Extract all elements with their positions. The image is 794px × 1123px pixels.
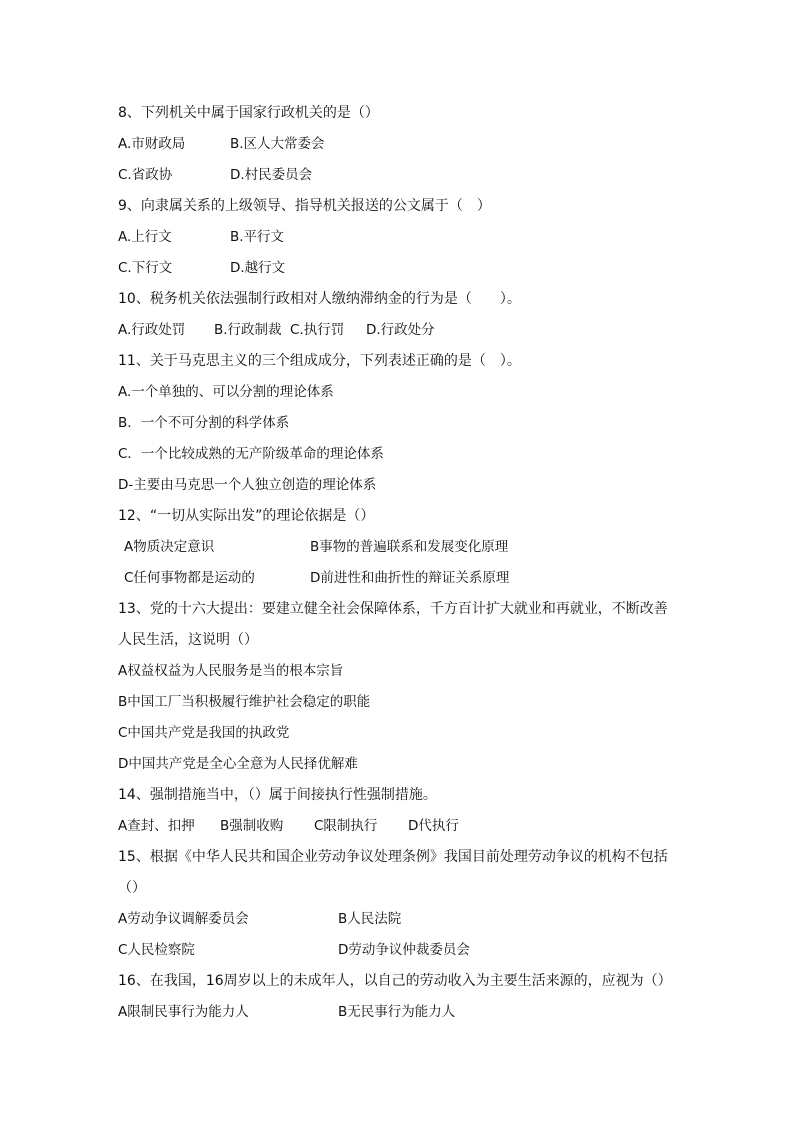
option-d: D劳动争议仲裁委员会 [338, 942, 470, 958]
question-12-options-row-2 [118, 566, 678, 597]
question-10-options-row [118, 318, 678, 349]
option-c: C.省政协 [118, 167, 173, 183]
option-b: B.行政制裁 [214, 322, 282, 338]
option-a: A权益权益为人民服务是当的根本宗旨 [118, 663, 344, 679]
option-a: A物质决定意识 [124, 539, 215, 555]
question-12-stem: 12、“一切从实际出发”的理论依据是（） [118, 508, 375, 524]
question-8-options-row-2 [118, 163, 678, 194]
question-10-stem: 10、税务机关依法强制行政相对人缴纳滞纳金的行为是（ ）。 [118, 291, 521, 307]
question-9-options-row-2 [118, 256, 678, 287]
question-8-options-row-1 [118, 132, 678, 163]
question-15-stem-continued: （） [118, 880, 146, 896]
question-9-options-row-1 [118, 225, 678, 256]
option-c: C人民检察院 [118, 942, 195, 958]
option-d: D前进性和曲折性的辩证关系原理 [310, 570, 510, 586]
option-d: D.越行文 [230, 260, 286, 276]
option-c: C．一个比较成熟的无产阶级革命的理论体系 [118, 446, 384, 462]
option-d: D.村民委员会 [230, 167, 313, 183]
option-d: D中国共产党是全心全意为人民择优解难 [118, 756, 358, 772]
option-c: C限制执行 [314, 818, 378, 834]
question-15-stem: 15、根据《中华人民共和国企业劳动争议处理条例》我国目前处理劳动争议的机构不包括 [118, 849, 668, 865]
option-a: A查封、扣押 [118, 818, 195, 834]
question-11-stem: 11、关于马克思主义的三个组成成分，下列表述正确的是（ ）。 [118, 353, 521, 369]
option-d: D-主要由马克思一个人独立创造的理论体系 [118, 477, 377, 493]
option-a: A.行政处罚 [118, 322, 186, 338]
question-16-options-row [118, 1000, 678, 1031]
question-14-options-row [118, 814, 678, 845]
option-c: C任何事物都是运动的 [124, 570, 255, 586]
option-a: A限制民事行为能力人 [118, 1004, 249, 1020]
question-15-options-row-1 [118, 907, 678, 938]
question-9-stem: 9、向隶属关系的上级领导、指导机关报送的公文属于（ ） [118, 198, 491, 214]
document-page [118, 101, 678, 1031]
option-b: B中国工厂当积极履行维护社会稳定的职能 [118, 694, 371, 710]
option-d: D代执行 [408, 818, 459, 834]
option-a: A.一个单独的、可以分割的理论体系 [118, 384, 334, 400]
option-b: B．一个不可分割的科学体系 [118, 415, 290, 431]
question-12-options-row-1 [118, 535, 678, 566]
option-c: C中国共产党是我国的执政党 [118, 725, 290, 741]
option-b: B人民法院 [338, 911, 402, 927]
option-a: A.上行文 [118, 229, 172, 245]
option-a: A劳动争议调解委员会 [118, 911, 249, 927]
question-15-options-row-2 [118, 938, 678, 969]
question-14-stem: 14、强制措施当中，（）属于间接执行性强制措施。 [118, 787, 437, 803]
question-16-stem: 16、在我国，16周岁以上的未成年人，以自己的劳动收入为主要生活来源的，应视为（） [118, 973, 672, 989]
option-a: A.市财政局 [118, 136, 186, 152]
option-b: B.区人大常委会 [230, 136, 325, 152]
option-b: B.平行文 [230, 229, 285, 245]
option-c: C.执行罚 [290, 322, 345, 338]
option-b: B事物的普遍联系和发展变化原理 [310, 539, 509, 555]
option-c: C.下行文 [118, 260, 173, 276]
question-8-stem: 8、下列机关中属于国家行政机关的是（） [118, 105, 379, 121]
option-d: D.行政处分 [366, 322, 435, 338]
question-13-stem: 13、党的十六大提出：要建立健全社会保障体系，千方百计扩大就业和再就业，不断改善 [118, 601, 668, 617]
option-b: B强制收购 [220, 818, 284, 834]
option-b: B无民事行为能力人 [338, 1004, 456, 1020]
question-13-stem-continued: 人民生活，这说明（） [118, 632, 258, 648]
